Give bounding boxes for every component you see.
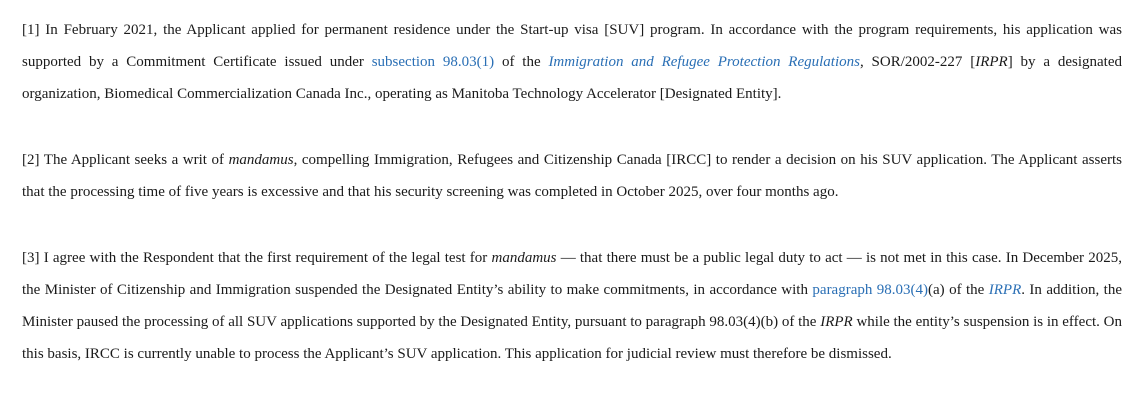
paragraph-text: of the xyxy=(494,54,549,70)
paragraph-98-03-4-link[interactable]: paragraph 98.03(4) xyxy=(812,282,929,298)
irpr-abbreviation: IRPR xyxy=(975,54,1008,70)
paragraph-text: , SOR/2002-227 [ xyxy=(859,54,976,70)
irpr-abbreviation: IRPR xyxy=(988,282,1022,298)
mandamus-term: mandamus xyxy=(491,250,557,266)
paragraph-text: ] by a designated organization, Biomedical Commercialization Canada Inc., operating as Manitoba Technology Accelerator [Designated Entity]. xyxy=(22,54,1122,102)
irpr-abbreviation: IRPR xyxy=(820,314,853,330)
paragraph-number: [1] xyxy=(22,22,40,38)
paragraph-text: . In addition, the Minister paused the processing of all SUV applications supported by the Designated Entity, pursuant to paragraph 98.03(4)(b) of the xyxy=(22,282,1122,330)
paragraph-3 xyxy=(22,242,1122,370)
paragraph-text: while the entity’s suspension is in effect. On this basis, IRCC is currently unable to process the Applicant’s SUV application. This application for judicial review must therefore be dismissed. xyxy=(22,314,1122,362)
paragraph-text: — that there must be a public legal duty to act — is not met in this case. In December 2025, the Minister of Citizenship and Immigration suspended the Designated Entity’s ability to make commitments, in accordance with xyxy=(22,250,1122,298)
paragraph-text: , compelling Immigration, Refugees and Citizenship Canada [IRCC] to render a decision on his SUV application. The Applicant asserts that the processing time of five years is excessive and that his security screening was completed in October 2025, over four months ago. xyxy=(22,152,1122,200)
paragraph-text: I agree with the Respondent that the first requirement of the legal test for xyxy=(39,250,492,266)
paragraph-text: (a) of the xyxy=(928,282,989,298)
irpr-regulations-link[interactable] xyxy=(548,54,860,70)
regulations-title: Immigration and Refugee Protection Regulations xyxy=(548,54,860,70)
mandamus-term: mandamus xyxy=(228,152,294,168)
paragraph-1 xyxy=(22,0,1122,110)
subsection-98-03-1-link[interactable]: subsection 98.03(1) xyxy=(371,54,495,70)
paragraph-text: In February 2021, the Applicant applied for permanent residence under the Start-up visa [SUV] program. In accordance with the program requirements, his application was supported by a Commitment Certificate issued under xyxy=(22,22,1122,70)
paragraph-2 xyxy=(22,144,1122,208)
paragraph-number: [2] xyxy=(22,152,40,168)
paragraph-text: The Applicant seeks a writ of xyxy=(39,152,229,168)
paragraph-number: [3] xyxy=(22,250,40,266)
irpr-link[interactable] xyxy=(989,282,1021,298)
